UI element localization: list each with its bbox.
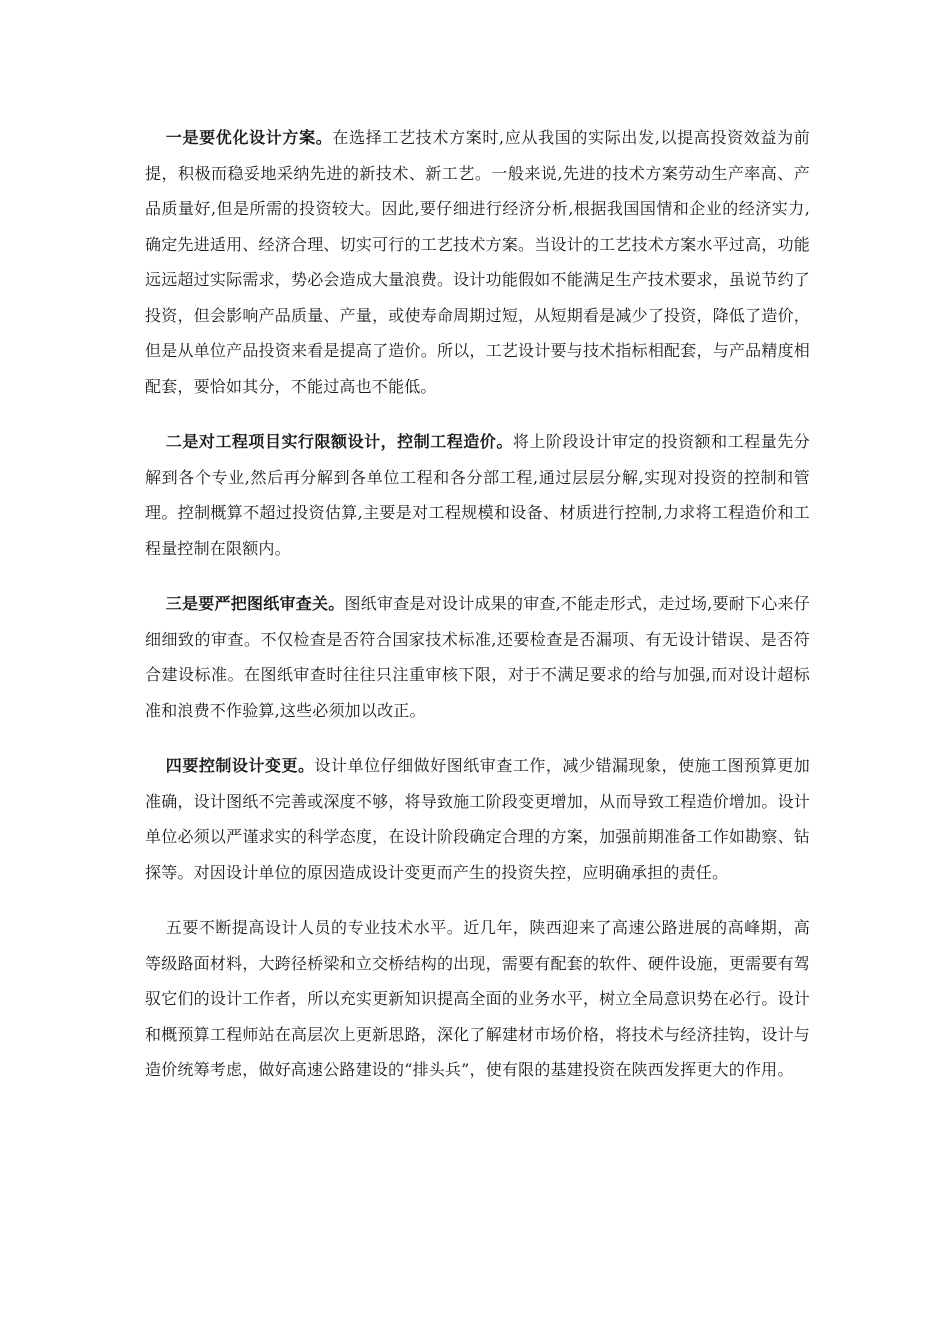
paragraph-lead: 二是对工程项目实行限额设计，控制工程造价。 bbox=[165, 432, 513, 451]
paragraph-text: 设计单位仔细做好图纸审查工作，减少错漏现象，使施工图预算更加准确，设计图纸不完善或深度不够，将导致施工阶段变更增加，从而导致工程造价增加。设计单位必须以严谨求实的科学态度，在设计阶段确定合理的方案，加强前期准备工作如勘察、钻探等。对因设计单位的原因造成设计变更而产生的投资失控，应明确承担的责任。 bbox=[145, 756, 810, 882]
paragraph-lead: 三是要严把图纸审查关。 bbox=[165, 594, 345, 613]
paragraph-optimize-design bbox=[145, 120, 810, 404]
paragraph-lead: 四要控制设计变更。 bbox=[165, 756, 315, 775]
paragraph-text: 图纸审查是对设计成果的审查,不能走形式，走过场,要耐下心来仔细细致的审查。不仅检查是否符合国家技术标准,还要检查是否漏项、有无设计错误、是否符合建设标准。在图纸审查时往往只注重审核下限，对于不满足要求的给与加强,而对设计超标准和浪费不作验算,这些必须加以改正。 bbox=[145, 594, 810, 720]
paragraph-design-change bbox=[145, 748, 810, 890]
paragraph-drawing-review bbox=[145, 586, 810, 728]
paragraph-staff-skills bbox=[145, 910, 810, 1088]
paragraph-text: 五要不断提高设计人员的专业技术水平。近几年，陕西迎来了高速公路进展的高峰期，高等级路面材料，大跨径桥梁和立交桥结构的出现，需要有配套的软件、硬件设施，更需要有驾驭它们的设计工作者，所以充实更新知识提高全面的业务水平，树立全局意识势在必行。设计和概预算工程师站在高层次上更新思路，深化了解建材市场价格，将技术与经济挂钩，设计与造价统筹考虑，做好高速公路建设的“排头兵”，使有限的基建投资在陕西发挥更大的作用。 bbox=[145, 918, 810, 1079]
paragraph-text: 将上阶段设计审定的投资额和工程量先分解到各个专业,然后再分解到各单位工程和各分部工程,通过层层分解,实现对投资的控制和管理。控制概算不超过投资估算,主要是对工程规模和设备、材质进行控制,力求将工程造价和工程量控制在限额内。 bbox=[145, 432, 811, 558]
paragraph-quota-design bbox=[145, 424, 810, 566]
paragraph-text: 在选择工艺技术方案时,应从我国的实际出发,以提高投资效益为前提，积极而稳妥地采纳先进的新技术、新工艺。一般来说,先进的技术方案劳动生产率高、产品质量好,但是所需的投资较大。因此,要仔细进行经济分析,根据我国国情和企业的经济实力,确定先进适用、经济合理、切实可行的工艺技术方案。当设计的工艺技术方案水平过高，功能远远超过实际需求，势必会造成大量浪费。设计功能假如不能满足生产技术要求，虽说节约了投资，但会影响产品质量、产量，或使寿命周期过短，从短期看是减少了投资，降低了造价，但是从单位产品投资来看是提高了造价。所以，工艺设计要与技术指标相配套，与产品精度相配套，要恰如其分，不能过高也不能低。 bbox=[145, 128, 810, 396]
document-body bbox=[145, 120, 810, 1088]
paragraph-lead: 一是要优化设计方案。 bbox=[165, 128, 333, 147]
